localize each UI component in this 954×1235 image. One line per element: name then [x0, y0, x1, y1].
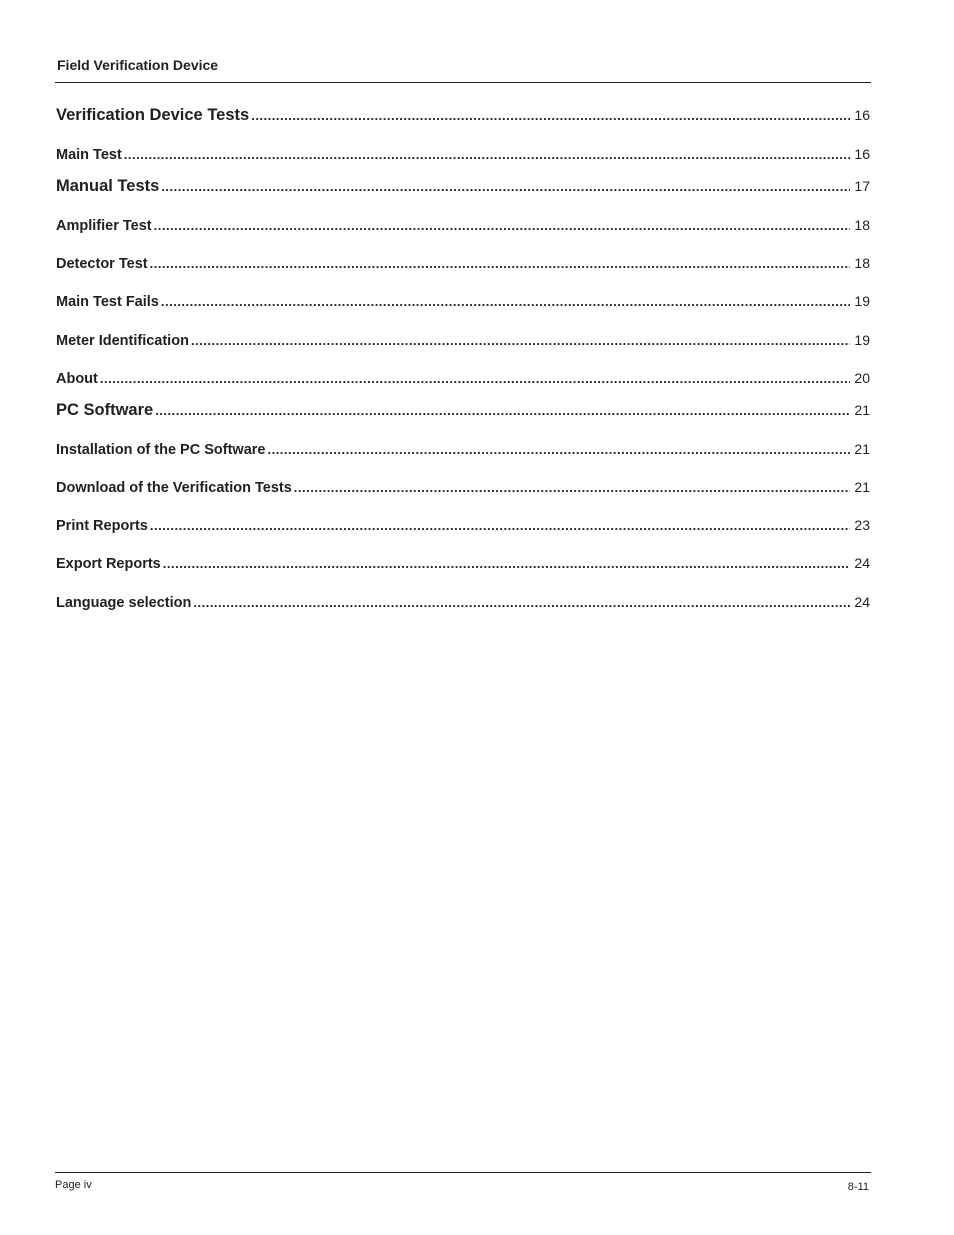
toc-entry-label: Amplifier Test	[56, 218, 152, 234]
footer-divider	[55, 1172, 871, 1173]
toc-dot-leader	[150, 518, 851, 533]
toc-page-number: 18	[854, 255, 870, 271]
toc-page-number: 24	[854, 555, 870, 571]
toc-entry-export-reports[interactable]	[56, 555, 870, 572]
toc-entry-about[interactable]	[56, 370, 870, 387]
footer-page-label: Page iv	[55, 1179, 92, 1191]
toc-dot-leader	[251, 108, 850, 123]
toc-page-number: 21	[854, 441, 870, 457]
toc-entry-label: Meter Identification	[56, 333, 189, 349]
toc-entry-manual-tests[interactable]	[56, 177, 870, 196]
footer-document-number: 8-11	[847, 1181, 869, 1193]
toc-page-number: 16	[854, 107, 870, 123]
toc-page-number: 21	[854, 402, 870, 418]
toc-page-number: 19	[854, 332, 870, 348]
toc-dot-leader	[155, 403, 850, 418]
toc-entry-label: Export Reports	[56, 556, 161, 572]
toc-entry-language-selection[interactable]	[56, 594, 870, 611]
toc-dot-leader	[100, 371, 851, 386]
toc-dot-leader	[191, 333, 850, 348]
toc-entry-main-test-fails[interactable]	[56, 293, 870, 310]
toc-dot-leader	[161, 179, 850, 194]
toc-entry-label: Main Test Fails	[56, 294, 159, 310]
toc-entry-label: Download of the Verification Tests	[56, 480, 292, 496]
toc-dot-leader	[163, 556, 851, 571]
toc-entry-detector-test[interactable]	[56, 255, 870, 272]
toc-entry-label: Installation of the PC Software	[56, 442, 266, 458]
toc-entry-meter-identification[interactable]	[56, 332, 870, 349]
toc-dot-leader	[193, 595, 850, 610]
toc-page-number: 18	[854, 217, 870, 233]
toc-page-number: 20	[854, 370, 870, 386]
toc-entry-label: Main Test	[56, 147, 122, 163]
toc-page-number: 17	[854, 178, 870, 194]
toc-page-number: 16	[854, 146, 870, 162]
toc-entry-label: About	[56, 371, 98, 387]
toc-dot-leader	[154, 218, 851, 233]
toc-entry-download-verification-tests[interactable]	[56, 479, 870, 496]
toc-entry-label: PC Software	[56, 401, 154, 419]
toc-dot-leader	[150, 256, 851, 271]
toc-dot-leader	[294, 480, 851, 495]
toc-entry-print-reports[interactable]	[56, 517, 870, 534]
toc-entry-verification-device-tests[interactable]	[56, 106, 870, 125]
toc-entry-main-test[interactable]	[56, 146, 870, 163]
toc-entry-pc-software[interactable]	[56, 401, 870, 420]
toc-entry-label: Print Reports	[56, 518, 148, 534]
toc-entry-label: Language selection	[56, 595, 192, 611]
toc-dot-leader	[124, 147, 851, 162]
page-header-title: Field Verification Device	[57, 57, 219, 73]
toc-entry-installation-pc-software[interactable]	[56, 441, 870, 458]
toc-dot-leader	[267, 442, 850, 457]
toc-entry-label: Detector Test	[56, 256, 148, 272]
toc-page-number: 21	[854, 479, 870, 495]
header-divider	[55, 82, 871, 83]
toc-dot-leader	[161, 294, 851, 309]
toc-entry-amplifier-test[interactable]	[56, 217, 870, 234]
toc-page-number: 24	[854, 594, 870, 610]
toc-page-number: 19	[854, 293, 870, 309]
toc-page-number: 23	[854, 517, 870, 533]
toc-entry-label: Verification Device Tests	[56, 106, 250, 124]
toc-entry-label: Manual Tests	[56, 177, 160, 195]
